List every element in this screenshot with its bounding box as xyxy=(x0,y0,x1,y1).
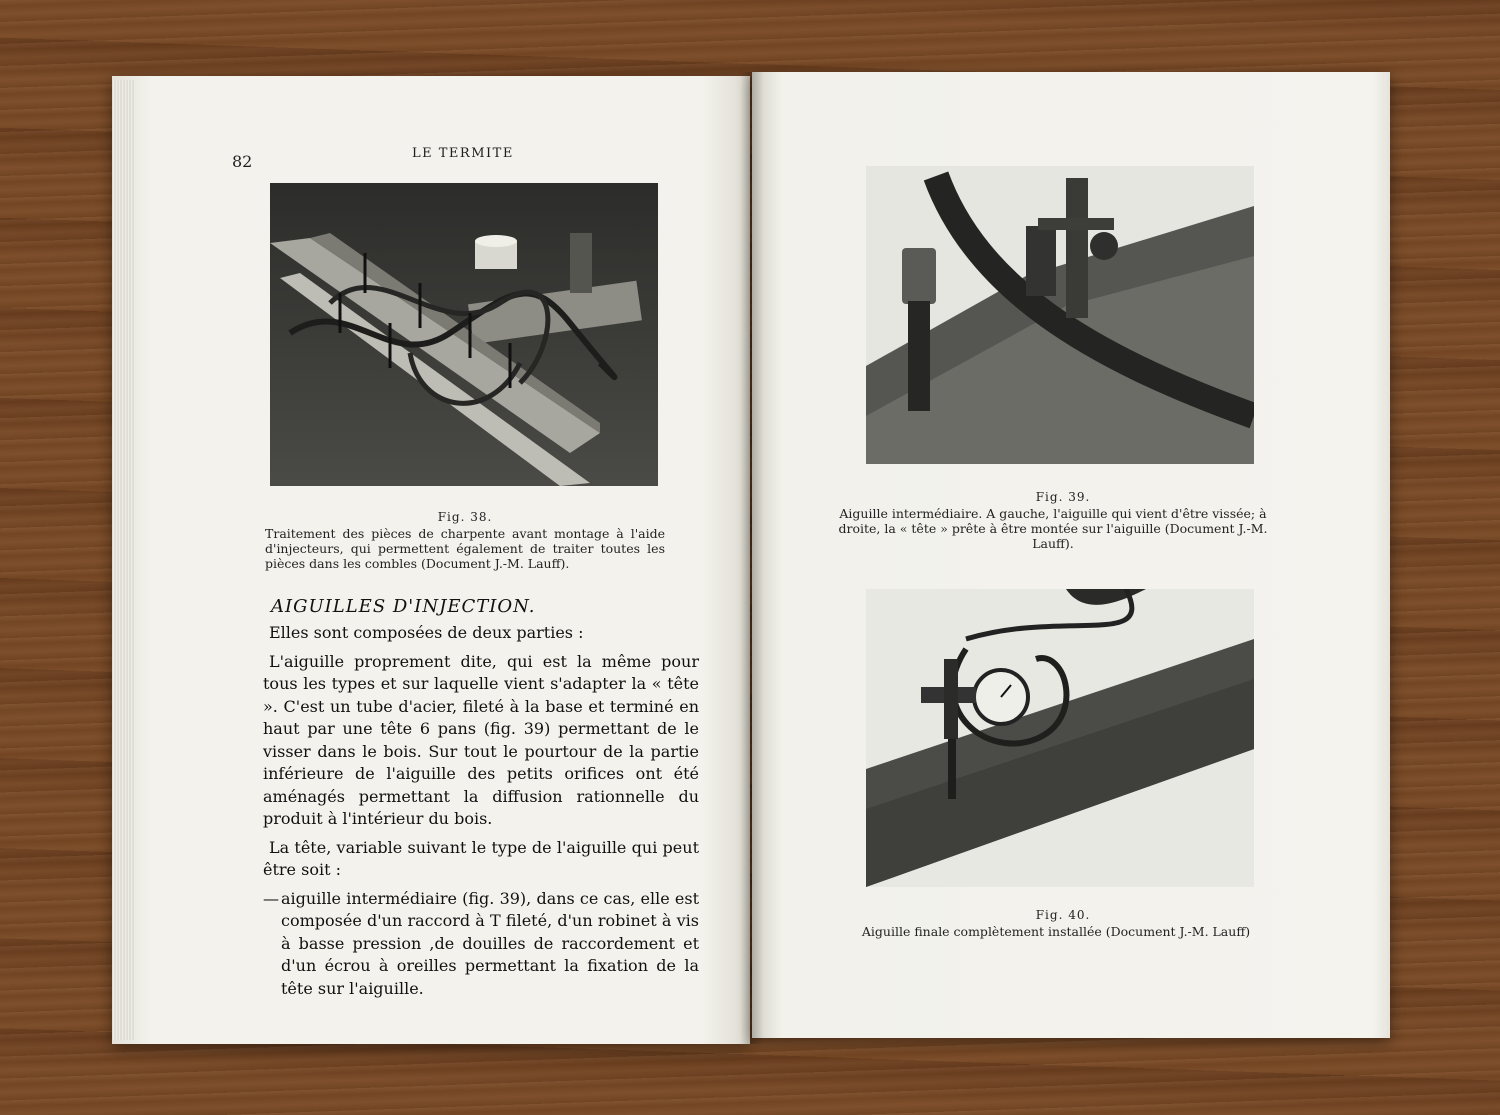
paragraph: Elles sont composées de deux parties : xyxy=(269,623,584,642)
figure-39-photo xyxy=(866,166,1254,464)
figure-39-label: Fig. 39. xyxy=(1035,490,1091,504)
list-dash: — xyxy=(263,888,279,908)
figure-40-photo xyxy=(866,589,1254,887)
figure-38-caption: Traitement des pièces de charpente avant montage à l'aide d'injecteurs, qui permettent également de traiter toutes les pièces dans les combles (Document J.-M. Lauff). xyxy=(265,526,665,571)
running-head: LE TERMITE xyxy=(412,146,514,161)
book-gutter xyxy=(740,72,764,1044)
figure-39-caption: Aiguille intermédiaire. A gauche, l'aiguille qui vient d'être vissée; à droite, la « tête » prête à être montée sur l'aiguille (Document J.-M. Lauff). xyxy=(838,506,1268,551)
paragraph: La tête, variable suivant le type de l'aiguille qui peut être soit : xyxy=(263,837,699,879)
body-text xyxy=(263,622,699,1000)
page-number: 82 xyxy=(232,152,253,171)
figure-38-photo xyxy=(270,183,658,486)
list-item xyxy=(263,888,699,1001)
list-item-text: aiguille intermédiaire (fig. 39), dans ce cas, elle est composée d'un raccord à T fileté, d'un robinet à vis à basse pression ,de douilles de raccordement et d'un écrou à oreilles permettant la fixation de la tête sur l'aiguille. xyxy=(281,888,699,998)
figure-40-label: Fig. 40. xyxy=(1035,908,1091,922)
figure-40-caption: Aiguille finale complètement installée (Document J.-M. Lauff) xyxy=(861,924,1251,939)
figure-38-label: Fig. 38. xyxy=(437,510,493,524)
section-heading: AIGUILLES D'INJECTION. xyxy=(271,596,536,617)
paragraph: L'aiguille proprement dite, qui est la même pour tous les types et sur laquelle vient s'adapter la « tête ». C'est un tube d'acier, fileté à la base et terminé en haut par une tête 6 pans (fig. 39) permettant de le visser dans le bois. Sur tout le pourtour de la partie inférieure de l'aiguille des petits orifices ont été aménagés permettant la diffusion rationnelle du produit à l'intérieur du bois. xyxy=(263,651,699,828)
page-stack-edge xyxy=(112,80,134,1040)
